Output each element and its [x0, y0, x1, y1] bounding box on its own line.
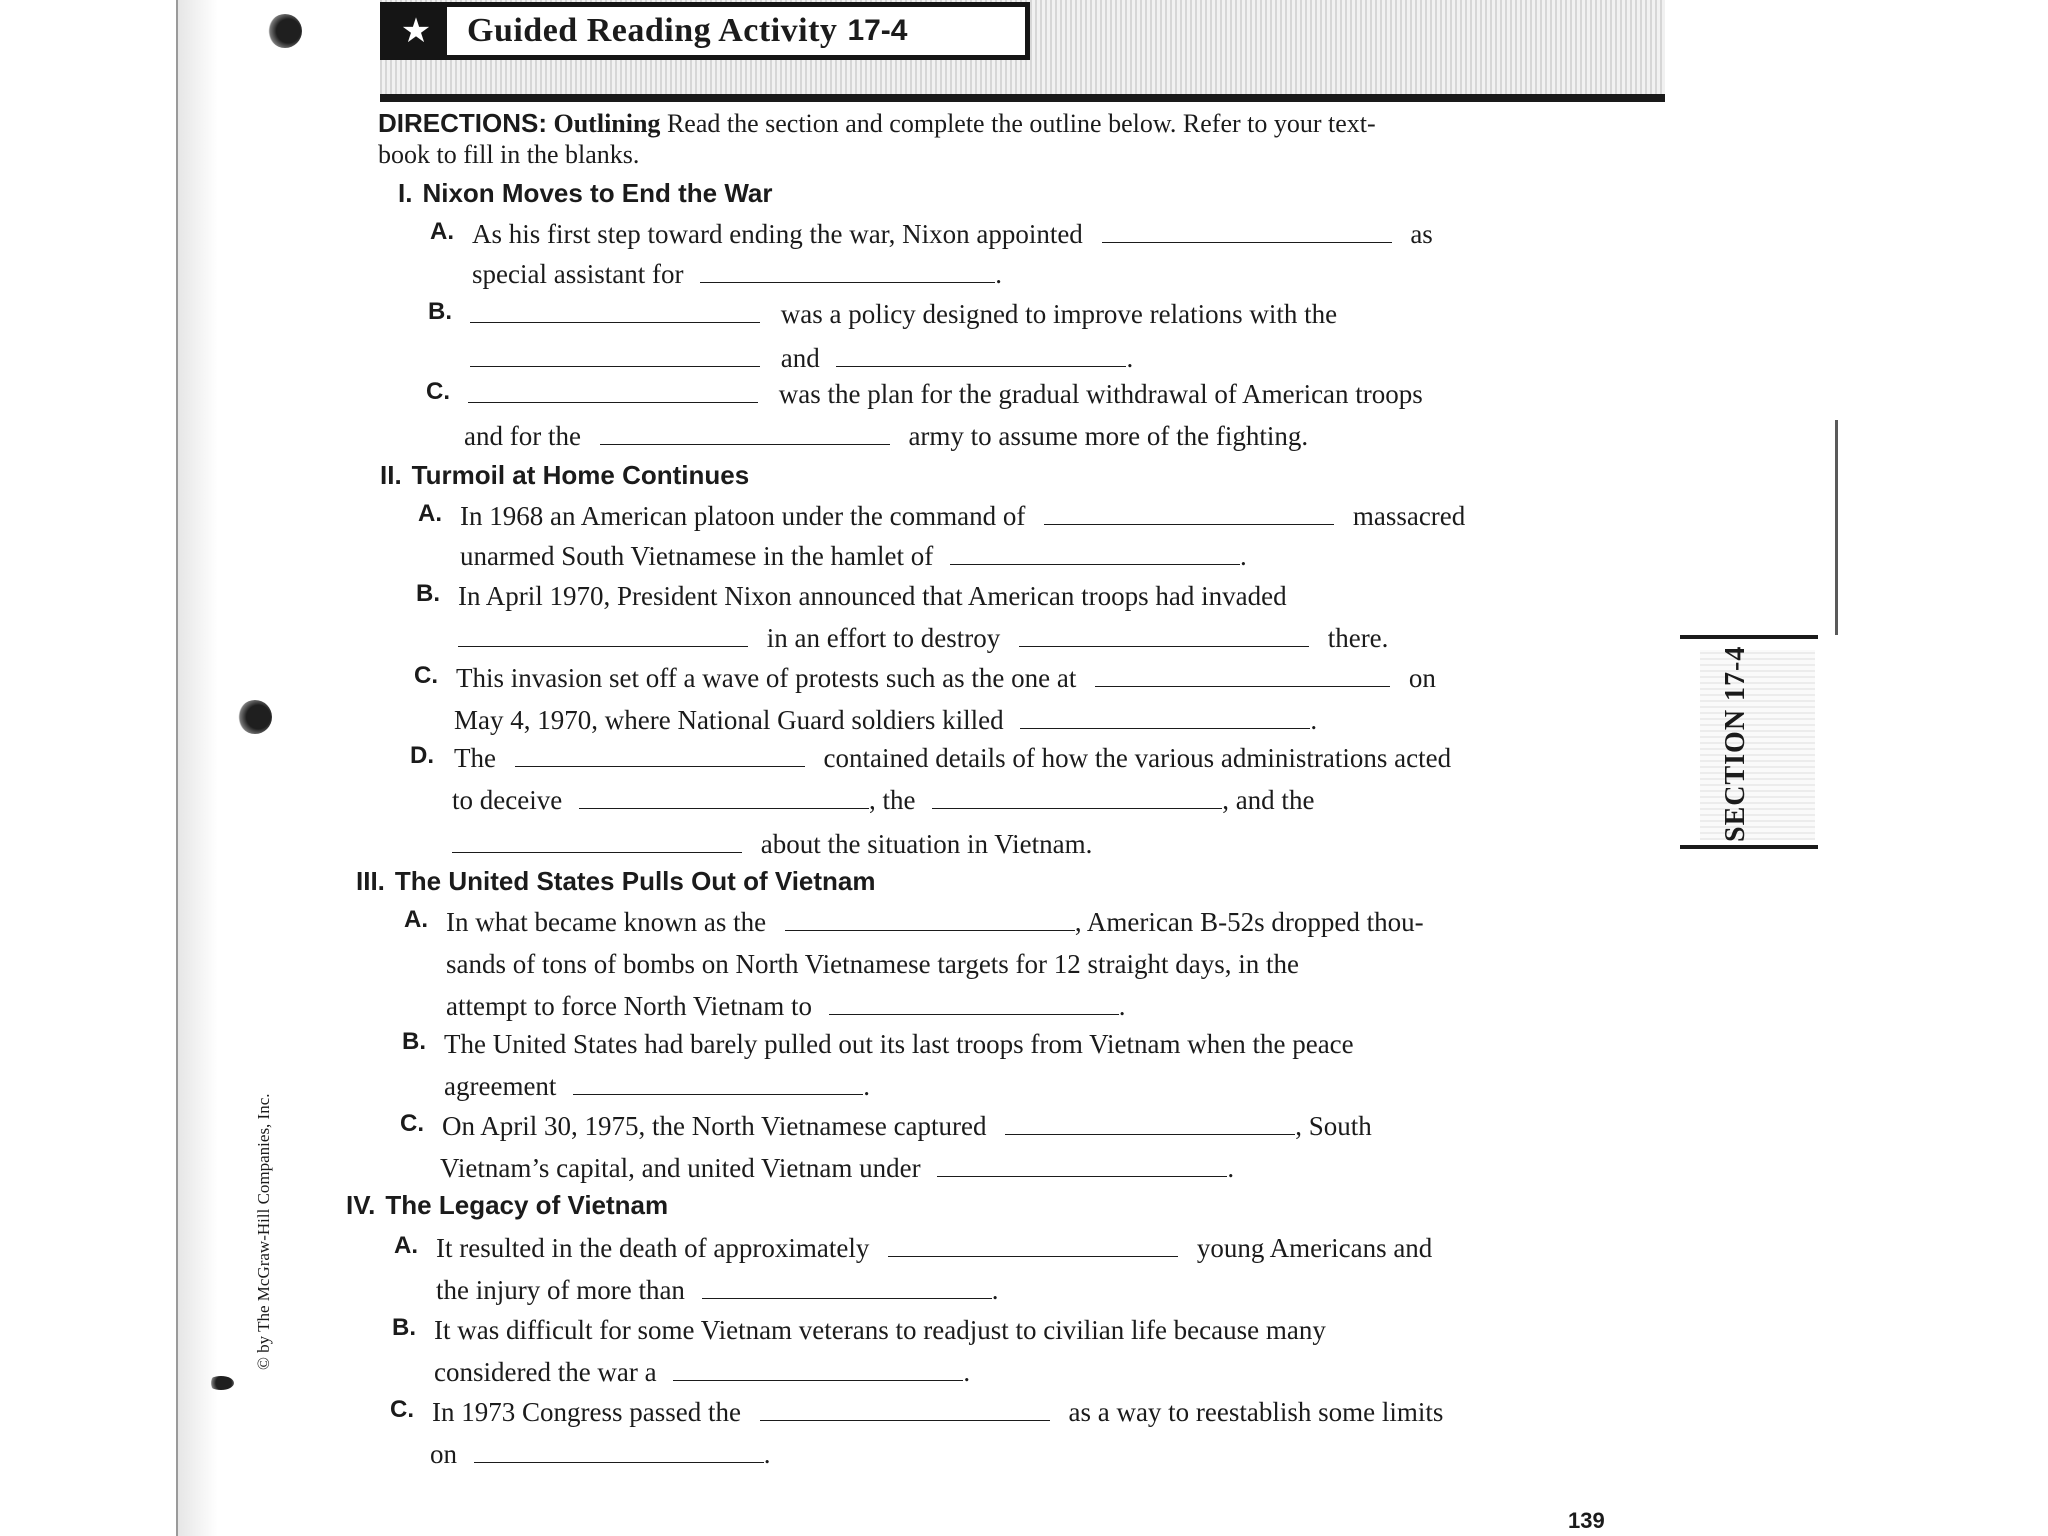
answer-blank[interactable] — [474, 1442, 764, 1463]
outline-text: contained details of how the various administrations acted — [823, 743, 1452, 773]
answer-blank[interactable] — [468, 382, 758, 403]
activity-title-box — [380, 2, 1030, 60]
outline-text: On April 30, 1975, the North Vietnamese captured — [442, 1111, 987, 1141]
section-title: The United States Pulls Out of Vietnam — [394, 866, 876, 896]
answer-blank[interactable] — [452, 832, 742, 853]
section-number: I. — [398, 178, 413, 208]
punctuation: . — [1118, 991, 1126, 1021]
outline-text: was a policy designed to improve relations with the — [780, 299, 1338, 329]
outline-text: and — [780, 343, 820, 373]
outline-text: The United States had barely pulled out its last troops from Vietnam when the peace — [444, 1029, 1354, 1059]
directions — [378, 108, 1668, 170]
answer-blank[interactable] — [1005, 1114, 1295, 1135]
activity-title: Guided Reading Activity — [467, 12, 838, 49]
outline-text: Vietnam’s capital, and united Vietnam under — [440, 1153, 921, 1183]
binder-hole-middle — [238, 700, 272, 734]
outline-text: In 1973 Congress passed the — [432, 1397, 741, 1427]
outline-text: It was difficult for some Vietnam veterans to readjust to civilian life because many — [434, 1315, 1326, 1345]
directions-type: Outlining — [553, 109, 661, 138]
outline-text: young Americans and — [1196, 1233, 1433, 1263]
outline-line — [468, 378, 1423, 410]
outline-text: and for the — [464, 421, 581, 451]
outline-text: In what became known as the — [446, 907, 767, 937]
outline-text: massacred — [1352, 501, 1466, 531]
outline-line — [442, 1110, 1372, 1142]
outline-text: , the — [868, 785, 916, 815]
item-letter: B. — [392, 1314, 416, 1341]
punctuation: . — [1126, 343, 1134, 373]
section-heading-2 — [380, 460, 749, 491]
outline-line — [446, 948, 1299, 980]
outline-line — [446, 990, 1126, 1022]
item-letter: B. — [428, 298, 452, 325]
answer-blank[interactable] — [836, 346, 1126, 367]
outline-line — [472, 258, 1002, 290]
outline-line — [460, 500, 1465, 532]
outline-text: agreement — [444, 1071, 557, 1101]
page-number: 139 — [1568, 1508, 1605, 1533]
answer-blank[interactable] — [1102, 222, 1392, 243]
answer-blank[interactable] — [573, 1074, 863, 1095]
section-tab-shade — [1700, 650, 1815, 840]
outline-line — [440, 1152, 1234, 1184]
item-letter: C. — [400, 1110, 424, 1137]
answer-blank[interactable] — [702, 1278, 992, 1299]
section-tab-top-rule — [1680, 635, 1818, 639]
item-letter: C. — [390, 1396, 414, 1423]
outline-text: unarmed South Vietnamese in the hamlet of — [460, 541, 934, 571]
answer-blank[interactable] — [515, 746, 805, 767]
outline-text: in an effort to destroy — [766, 623, 1001, 653]
outline-line — [434, 1314, 1326, 1346]
punctuation: . — [1240, 541, 1247, 571]
answer-blank[interactable] — [829, 994, 1119, 1015]
punctuation: . — [863, 1071, 870, 1101]
answer-blank[interactable] — [932, 788, 1222, 809]
outline-text: on — [1408, 663, 1436, 693]
outline-line — [454, 742, 1451, 774]
answer-blank[interactable] — [673, 1360, 963, 1381]
binder-hole-top — [268, 14, 302, 48]
outline-line — [454, 704, 1317, 736]
answer-blank[interactable] — [470, 302, 760, 323]
binder-hole-bottom — [208, 1376, 234, 1390]
item-letter: B. — [416, 580, 440, 607]
answer-blank[interactable] — [579, 788, 869, 809]
section-number: II. — [380, 460, 402, 490]
outline-line — [436, 1274, 998, 1306]
outline-text: May 4, 1970, where National Guard soldiers killed — [454, 705, 1004, 735]
header-rule — [380, 94, 1665, 102]
outline-line — [472, 218, 1433, 250]
outline-line — [458, 622, 1388, 654]
answer-blank[interactable] — [785, 910, 1075, 931]
punctuation: . — [991, 1275, 999, 1305]
answer-blank[interactable] — [1020, 708, 1310, 729]
item-letter: A. — [430, 218, 454, 245]
answer-blank[interactable] — [950, 544, 1240, 565]
outline-line — [444, 1070, 870, 1102]
answer-blank[interactable] — [600, 424, 890, 445]
item-letter: A. — [394, 1232, 418, 1259]
section-number: III. — [356, 866, 385, 896]
outline-text: , American B-52s dropped thou- — [1074, 907, 1424, 937]
section-title: Nixon Moves to End the War — [422, 178, 773, 208]
outline-text: army to assume more of the fighting. — [908, 421, 1309, 451]
outline-text: to deceive — [452, 785, 563, 815]
outline-text: In 1968 an American platoon under the command of — [460, 501, 1026, 531]
outline-text: attempt to force North Vietnam to — [446, 991, 813, 1021]
outline-text: on — [430, 1439, 457, 1469]
directions-label: DIRECTIONS: — [378, 108, 547, 138]
directions-text-cont: book to fill in the blanks. — [378, 140, 640, 169]
outline-text: As his first step toward ending the war, Nixon appointed — [472, 219, 1083, 249]
outline-text: considered the war a — [434, 1357, 657, 1387]
outline-text: as — [1410, 219, 1433, 249]
scan-shadow — [178, 0, 218, 1536]
outline-text: was the plan for the gradual withdrawal of American troops — [778, 379, 1423, 409]
section-heading-4 — [346, 1190, 668, 1221]
outline-text: It resulted in the death of approximately — [436, 1233, 870, 1263]
outline-text: The — [454, 743, 496, 773]
answer-blank[interactable] — [470, 346, 760, 367]
item-letter: C. — [414, 662, 438, 689]
section-tab-label: SECTION 17-4 — [1720, 645, 1751, 842]
section-heading-1 — [398, 178, 773, 209]
outline-line — [446, 906, 1424, 938]
activity-number: 17-4 — [847, 14, 908, 47]
item-letter: A. — [404, 906, 428, 933]
outline-line — [430, 1438, 771, 1470]
outline-text: sands of tons of bombs on North Vietnamese targets for 12 straight days, in the — [446, 949, 1300, 979]
outline-text: the injury of more than — [436, 1275, 685, 1305]
section-tab-bottom-rule — [1680, 845, 1818, 849]
outline-line — [470, 342, 1133, 374]
punctuation: . — [995, 259, 1002, 289]
outline-text: , South — [1295, 1111, 1372, 1141]
punctuation: . — [963, 1357, 971, 1387]
section-heading-3 — [356, 866, 876, 897]
item-letter: D. — [410, 742, 434, 769]
outline-line — [444, 1028, 1354, 1060]
answer-blank[interactable] — [937, 1156, 1227, 1177]
answer-blank[interactable] — [1044, 504, 1334, 525]
outline-text: special assistant for — [472, 259, 684, 289]
answer-blank[interactable] — [700, 262, 995, 283]
answer-blank[interactable] — [888, 1236, 1178, 1257]
outline-text: This invasion set off a wave of protests such as the one at — [456, 663, 1077, 693]
punctuation: . — [1227, 1153, 1235, 1183]
outline-line — [452, 784, 1314, 816]
item-letter: C. — [426, 378, 450, 405]
copyright-notice: © by The McGraw-Hill Companies, Inc. — [254, 1093, 273, 1370]
section-number: IV. — [346, 1190, 376, 1220]
section-tab-edge — [1835, 420, 1838, 635]
answer-blank[interactable] — [458, 626, 748, 647]
section-title: Turmoil at Home Continues — [411, 460, 750, 490]
answer-blank[interactable] — [1095, 666, 1390, 687]
outline-line — [434, 1356, 970, 1388]
punctuation: . — [763, 1439, 771, 1469]
item-letter: B. — [402, 1028, 426, 1055]
answer-blank[interactable] — [1019, 626, 1309, 647]
outline-line — [460, 540, 1247, 572]
section-title: The Legacy of Vietnam — [385, 1190, 669, 1220]
outline-line — [458, 580, 1287, 612]
outline-text: In April 1970, President Nixon announced that American troops had invaded — [458, 581, 1287, 611]
outline-line — [470, 298, 1337, 330]
outline-text: , and the — [1222, 785, 1315, 815]
outline-line — [456, 662, 1436, 694]
outline-line — [452, 828, 1092, 860]
directions-text: Read the section and complete the outline below. Refer to your text- — [666, 109, 1376, 138]
outline-line — [464, 420, 1308, 452]
outline-text: about the situation in Vietnam. — [760, 829, 1093, 859]
outline-text: as a way to reestablish some limits — [1068, 1397, 1444, 1427]
star-icon: ★ — [385, 7, 447, 55]
punctuation: . — [1310, 705, 1318, 735]
outline-line — [432, 1396, 1443, 1428]
item-letter: A. — [418, 500, 442, 527]
outline-text: there. — [1327, 623, 1389, 653]
answer-blank[interactable] — [760, 1400, 1050, 1421]
outline-line — [436, 1232, 1432, 1264]
